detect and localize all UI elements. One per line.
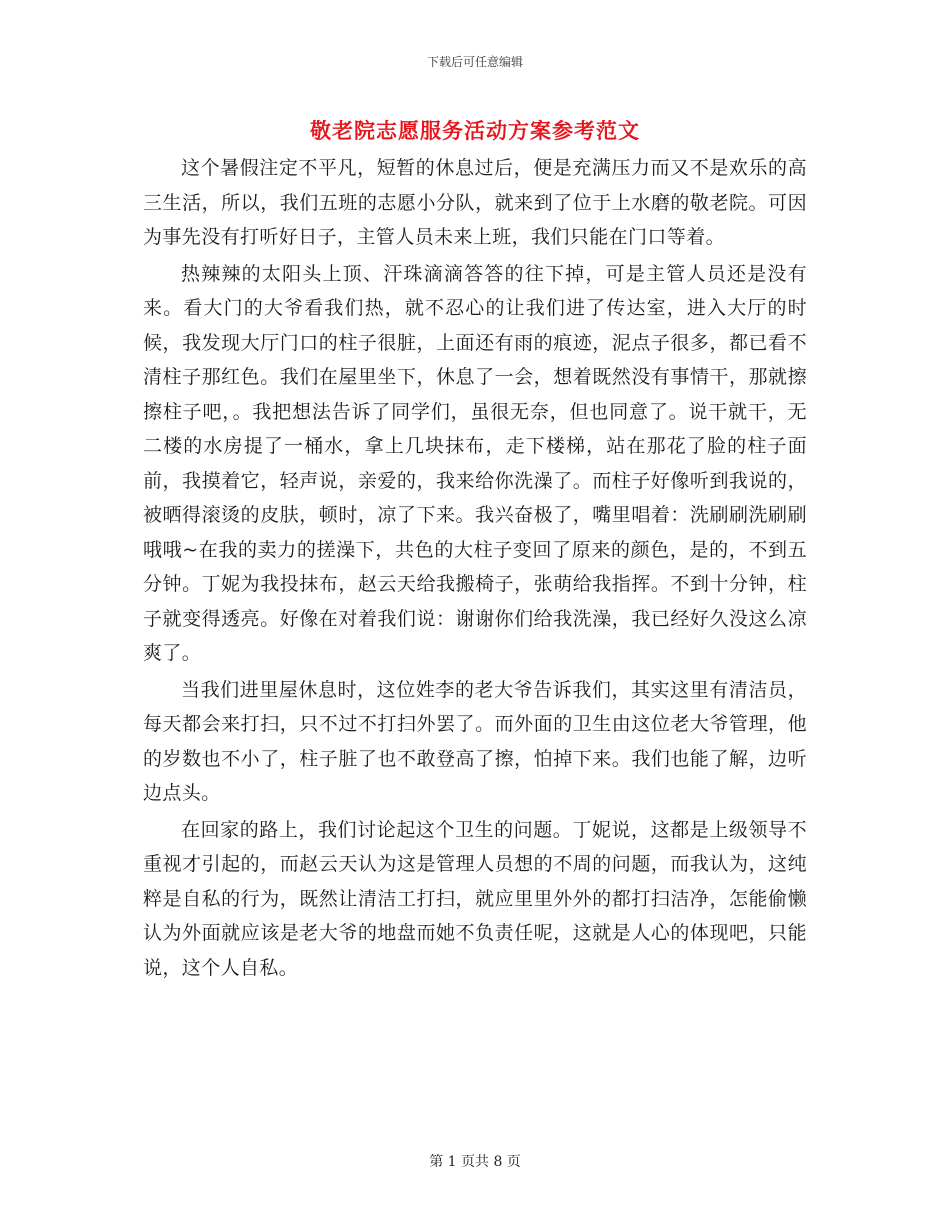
paragraph-2: 热辣辣的太阳头上顶、汗珠滴滴答答的往下掉，可是主管人员还是没有来。看大门的大爷看我们热，就不忍心的让我们进了传达室，进入大厅的时候，我发现大厅门口的柱子很脏，上面还有雨的痕迹，泥点子很多，都已看不清柱子那红色。我们在屋里坐下，休息了一会，想着既然没有事情干，那就擦擦柱子吧，。我把想法告诉了同学们，虽很无奈，但也同意了。说干就干，无二楼的水房提了一桶水，拿上几块抹布，走下楼梯，站在那花了脸的柱子面前，我摸着它，轻声说，亲爱的，我来给你洗澡了。而柱子好像听到我说的，被晒得滚烫的皮肤，顿时，凉了下来。我兴奋极了，嘴里唱着：洗刷刷洗刷刷哦哦~在我的卖力的搓澡下，共色的大柱子变回了原来的颜色，是的，不到五分钟。丁妮为我投抹布，赵云天给我搬椅子，张萌给我指挥。不到十分钟，柱子就变得透亮。好像在对着我们说：谢谢你们给我洗澡，我已经好久没这么凉爽了。 [143, 262, 807, 664]
page-header-note: 下载后可任意编辑 [426, 55, 523, 69]
paragraph-4: 在回家的路上，我们讨论起这个卫生的问题。丁妮说，这都是上级领导不重视才引起的，而赵云天认为这是管理人员想的不周的问题，而我认为，这纯粹是自私的行为，既然让清洁工打扫，就应里里外外的都打扫洁净，怎能偷懒认为外面就应该是老大爷的地盘而她不负责任呢，这就是人心的体现吧，只能说，这个人自私。 [143, 818, 807, 979]
page-number-footer: 第 1 页共 8 页 [429, 1154, 521, 1170]
document-body [143, 151, 807, 987]
paragraph-1: 这个暑假注定不平凡，短暂的休息过后，便是充满压力而又不是欢乐的高三生活，所以，我们五班的志愿小分队，就来到了位于上水磨的敬老院。可因为事先没有打听好日子，主管人员未来上班，我们只能在门口等着。 [143, 157, 807, 248]
document-title: 敬老院志愿服务活动方案参考范文 [310, 118, 640, 143]
paragraph-3: 当我们进里屋休息时，这位姓李的老大爷告诉我们，其实这里有清洁员，每天都会来打扫，只不过不打扫外罢了。而外面的卫生由这位老大爷管理，他的岁数也不小了，柱子脏了也不敢登高了擦，怕掉下来。我们也能了解，边听边点头。 [143, 678, 807, 804]
